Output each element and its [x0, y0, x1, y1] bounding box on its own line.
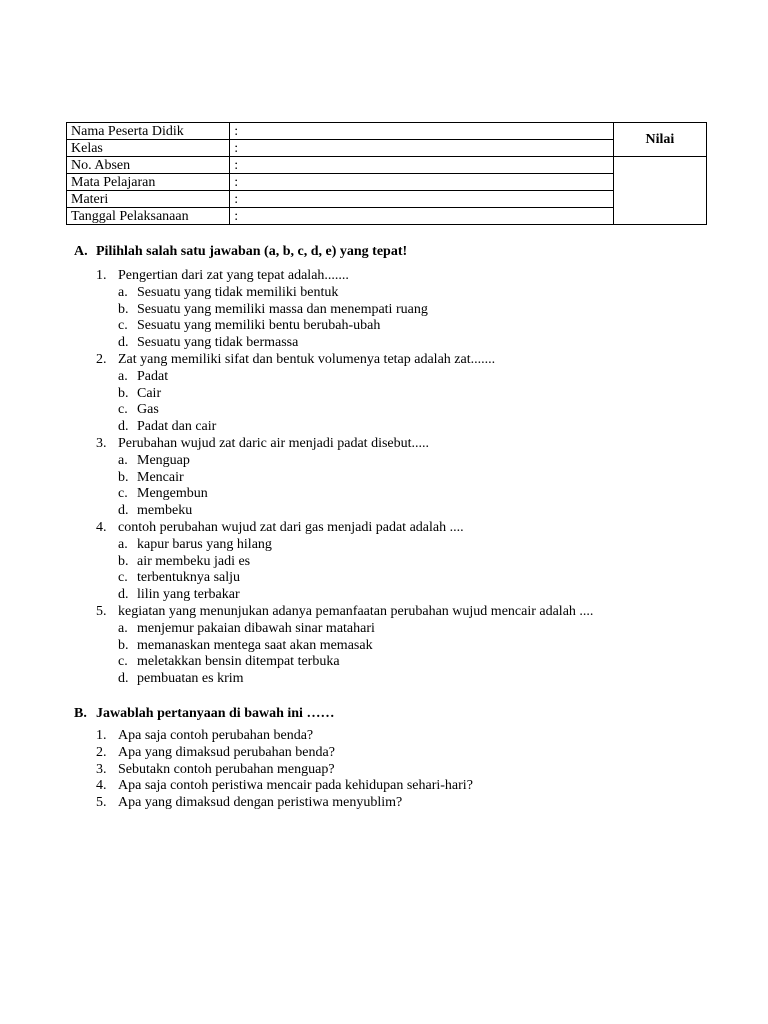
option-letter: a. — [118, 452, 128, 468]
info-label: No. Absen — [67, 157, 230, 174]
option-text: menjemur pakaian dibawah sinar matahari — [137, 620, 375, 636]
section-letter: A. — [74, 244, 88, 259]
question — [96, 745, 473, 762]
answer-option — [96, 587, 593, 604]
question — [96, 728, 473, 745]
answer-option — [96, 285, 593, 302]
option-letter: b. — [118, 301, 129, 317]
question-text: Apa saja contoh peristiwa mencair pada kehidupan sehari-hari? — [118, 778, 473, 794]
info-label: Materi — [67, 191, 230, 208]
info-row-absen — [67, 157, 707, 174]
info-row-subject — [67, 174, 707, 191]
answer-option — [96, 453, 593, 470]
option-text: terbentuknya salju — [137, 570, 241, 586]
answer-option — [96, 470, 593, 487]
essay-question-list — [96, 728, 473, 812]
option-letter: b. — [118, 637, 129, 653]
section-title: Jawablah pertanyaan di bawah ini …… — [96, 706, 335, 721]
option-text: Menguap — [137, 452, 190, 468]
question-text: kegiatan yang menunjukan adanya pemanfaatan perubahan wujud mencair adalah .... — [118, 603, 594, 619]
question — [96, 520, 593, 537]
option-text: Mengembun — [137, 486, 208, 502]
question-number: 4. — [96, 519, 107, 535]
info-row-date — [67, 208, 707, 225]
answer-option — [96, 369, 593, 386]
option-letter: b. — [118, 553, 129, 569]
info-row-name — [67, 123, 707, 140]
option-letter: d. — [118, 335, 129, 351]
question — [96, 762, 473, 779]
option-text: Mencair — [137, 469, 184, 485]
option-letter: c. — [118, 570, 128, 586]
option-text: kapur barus yang hilang — [137, 536, 272, 552]
option-text: pembuatan es krim — [137, 671, 244, 687]
option-letter: a. — [118, 368, 128, 384]
answer-option — [96, 503, 593, 520]
question-number: 1. — [96, 268, 107, 283]
question-text: Zat yang memiliki sifat dan bentuk volumenya tetap adalah zat....... — [118, 351, 496, 367]
answer-option — [96, 554, 593, 571]
option-letter: a. — [118, 284, 128, 300]
answer-option — [96, 302, 593, 319]
question-number: 1. — [96, 728, 107, 743]
question — [96, 604, 593, 621]
question — [96, 436, 593, 453]
question — [96, 795, 473, 812]
info-label: Mata Pelajaran — [67, 174, 230, 191]
option-letter: c. — [118, 318, 128, 334]
section-a-heading — [74, 244, 407, 260]
question-text: Sebutakn contoh perubahan menguap? — [118, 761, 335, 777]
option-text: Cair — [137, 385, 162, 401]
info-label: Tanggal Pelaksanaan — [67, 208, 230, 225]
score-header: Nilai — [613, 123, 706, 157]
option-text: Sesuatu yang tidak memiliki bentuk — [137, 284, 339, 300]
option-text: Sesuatu yang tidak bermassa — [137, 335, 299, 351]
question-number: 4. — [96, 778, 107, 794]
question-text: Perubahan wujud zat daric air menjadi padat disebut..... — [118, 435, 430, 451]
info-value: : — [230, 157, 614, 174]
question-number: 3. — [96, 761, 107, 777]
section-letter: B. — [74, 706, 87, 721]
question-number: 5. — [96, 795, 107, 811]
question-text: contoh perubahan wujud zat dari gas menjadi padat adalah .... — [118, 519, 464, 535]
section-title: Pilihlah salah satu jawaban (a, b, c, d, e) yang tepat! — [96, 244, 408, 259]
option-text: memanaskan mentega saat akan memasak — [137, 637, 373, 653]
question-number: 3. — [96, 435, 107, 451]
info-value: : — [230, 208, 614, 225]
answer-option — [96, 486, 593, 503]
answer-option — [96, 419, 593, 436]
info-value: : — [230, 191, 614, 208]
option-letter: d. — [118, 671, 129, 687]
question — [96, 268, 593, 285]
section-b-heading — [74, 706, 334, 722]
option-text: Sesuatu yang memiliki massa dan menempati ruang — [137, 301, 428, 317]
answer-option — [96, 318, 593, 335]
option-letter: a. — [118, 620, 128, 636]
question-number: 2. — [96, 351, 107, 367]
option-letter: c. — [118, 654, 128, 670]
answer-option — [96, 335, 593, 352]
option-text: lilin yang terbakar — [137, 587, 240, 603]
option-text: Padat dan cair — [137, 419, 217, 435]
question-text: Apa yang dimaksud dengan peristiwa menyublim? — [118, 795, 403, 811]
option-text: air membeku jadi es — [137, 553, 251, 569]
option-text: Sesuatu yang memiliki bentu berubah-ubah — [137, 318, 381, 334]
option-letter: c. — [118, 402, 128, 418]
score-box — [613, 157, 706, 225]
question-text: Pengertian dari zat yang tepat adalah....... — [118, 268, 349, 283]
multiple-choice-list — [96, 268, 593, 688]
option-letter: a. — [118, 536, 128, 552]
question — [96, 778, 473, 795]
question-text: Apa saja contoh perubahan benda? — [118, 728, 314, 743]
question-number: 2. — [96, 744, 107, 760]
question-number: 5. — [96, 603, 107, 619]
option-letter: c. — [118, 486, 128, 502]
option-letter: d. — [118, 503, 129, 519]
info-value: : — [230, 174, 614, 191]
option-text: meletakkan bensin ditempat terbuka — [137, 654, 340, 670]
option-letter: d. — [118, 587, 129, 603]
answer-option — [96, 402, 593, 419]
option-text: Gas — [137, 402, 159, 418]
info-label: Kelas — [67, 140, 230, 157]
student-info-table — [66, 122, 707, 225]
option-letter: d. — [118, 419, 129, 435]
option-letter: b. — [118, 469, 129, 485]
option-text: membeku — [137, 503, 193, 519]
info-value: : — [230, 123, 614, 140]
answer-option — [96, 570, 593, 587]
info-value: : — [230, 140, 614, 157]
answer-option — [96, 654, 593, 671]
answer-option — [96, 537, 593, 554]
question-text: Apa yang dimaksud perubahan benda? — [118, 744, 335, 760]
option-letter: b. — [118, 385, 129, 401]
info-row-class — [67, 140, 707, 157]
answer-option — [96, 671, 593, 688]
question — [96, 352, 593, 369]
answer-option — [96, 386, 593, 403]
answer-option — [96, 621, 593, 638]
answer-option — [96, 638, 593, 655]
option-text: Padat — [137, 368, 169, 384]
info-row-material — [67, 191, 707, 208]
info-label: Nama Peserta Didik — [67, 123, 230, 140]
